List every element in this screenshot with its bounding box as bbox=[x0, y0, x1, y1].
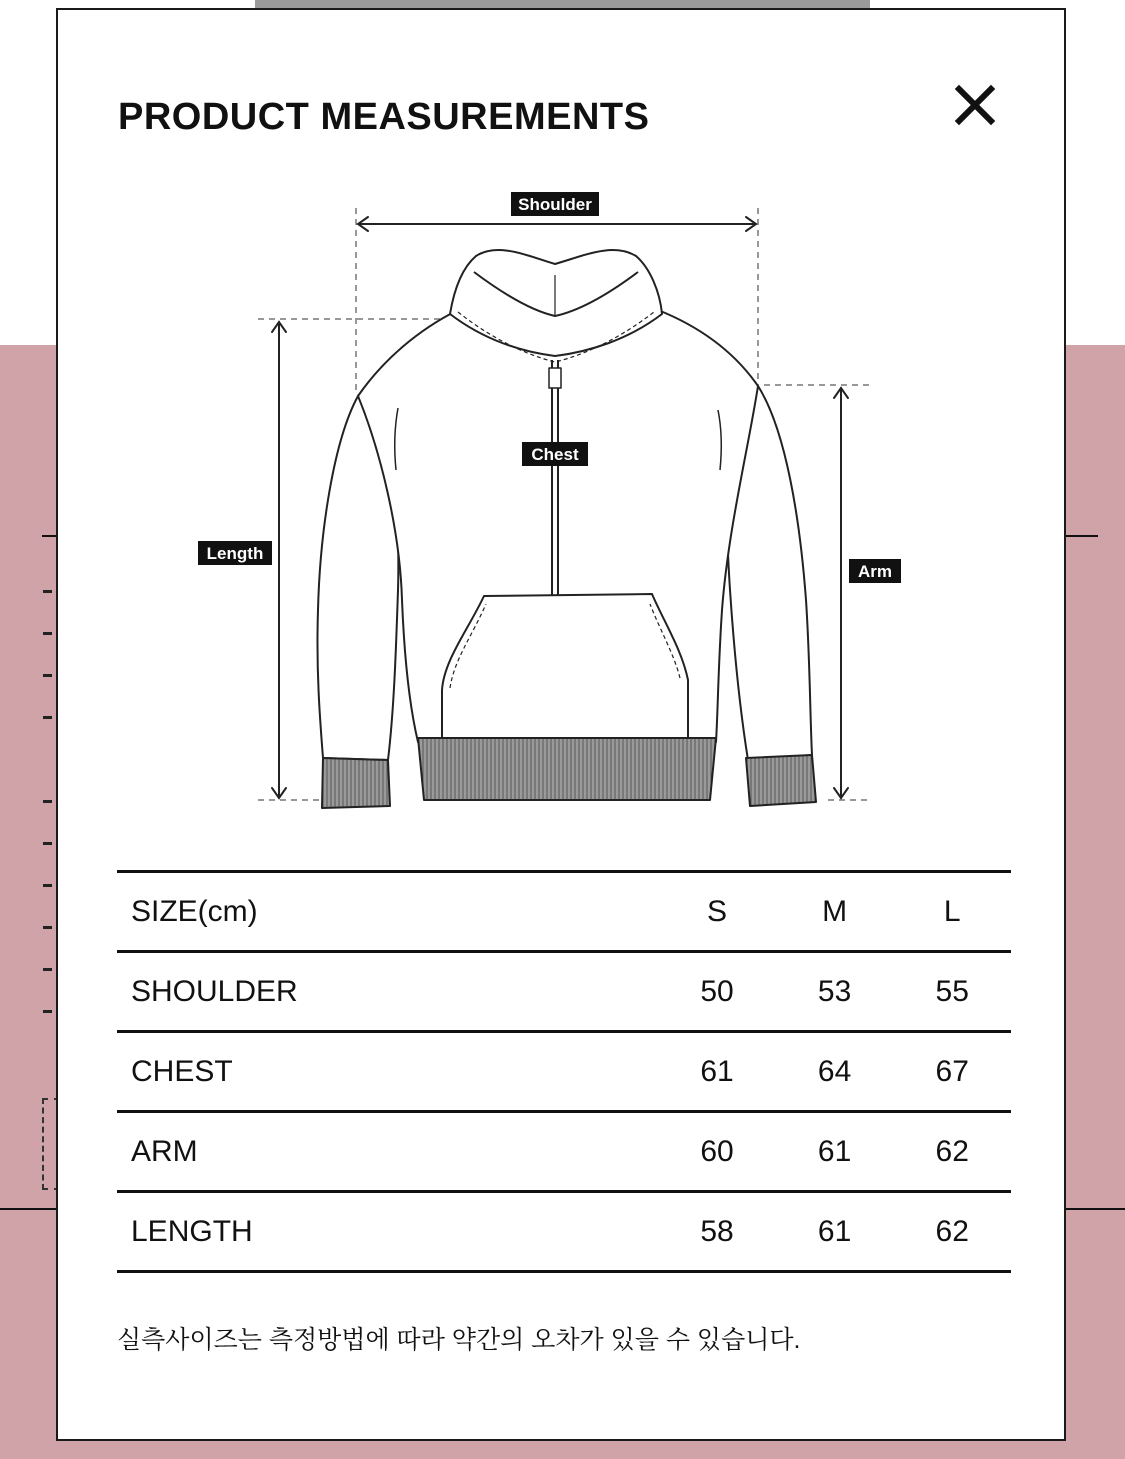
table-cell: 58 bbox=[658, 1192, 776, 1272]
measurement-note: 실측사이즈는 측정방법에 따라 약간의 오차가 있을 수 있습니다. bbox=[117, 1326, 801, 1354]
svg-text:Shoulder: Shoulder bbox=[518, 195, 592, 214]
table-cell: 67 bbox=[893, 1032, 1011, 1112]
table-row bbox=[117, 1032, 1011, 1112]
row-label: ARM bbox=[117, 1112, 658, 1192]
label-shoulder bbox=[511, 192, 599, 216]
background-bullet bbox=[43, 632, 52, 635]
background-bullet bbox=[43, 674, 52, 677]
background-divider bbox=[1066, 535, 1098, 537]
table-cell: 60 bbox=[658, 1112, 776, 1192]
size-table bbox=[117, 870, 1011, 1273]
hoodie-measurement-diagram bbox=[58, 10, 1068, 870]
background-bullet bbox=[43, 926, 52, 929]
background-bullet bbox=[43, 590, 52, 593]
label-length bbox=[198, 541, 272, 565]
background-bullet bbox=[43, 884, 52, 887]
background-bullet bbox=[43, 800, 52, 803]
background-bullet bbox=[43, 968, 52, 971]
background-divider bbox=[0, 1208, 60, 1210]
table-row bbox=[117, 1192, 1011, 1272]
table-cell: 53 bbox=[776, 952, 894, 1032]
svg-text:Chest: Chest bbox=[531, 445, 579, 464]
table-cell: 55 bbox=[893, 952, 1011, 1032]
background-divider bbox=[1066, 1208, 1125, 1210]
table-cell: 61 bbox=[658, 1032, 776, 1112]
modal-title: PRODUCT MEASUREMENTS bbox=[118, 96, 650, 138]
row-label: CHEST bbox=[117, 1032, 658, 1112]
background-bullet bbox=[43, 842, 52, 845]
background-bullet bbox=[43, 716, 52, 719]
svg-text:Length: Length bbox=[206, 544, 264, 563]
table-row bbox=[117, 952, 1011, 1032]
table-header-row bbox=[117, 872, 1011, 952]
table-cell: 61 bbox=[776, 1112, 894, 1192]
measurements-modal bbox=[56, 8, 1066, 1441]
table-cell: 64 bbox=[776, 1032, 894, 1112]
row-label: LENGTH bbox=[117, 1192, 658, 1272]
table-cell: 61 bbox=[776, 1192, 894, 1272]
table-header-cell: SIZE(cm) bbox=[117, 872, 658, 952]
svg-text:Arm: Arm bbox=[857, 562, 893, 581]
label-arm bbox=[849, 559, 901, 583]
label-chest bbox=[522, 442, 588, 466]
table-cell: 50 bbox=[658, 952, 776, 1032]
table-cell: 62 bbox=[893, 1192, 1011, 1272]
table-header-cell: M bbox=[776, 872, 894, 952]
table-header-cell: S bbox=[658, 872, 776, 952]
row-label: SHOULDER bbox=[117, 952, 658, 1032]
background-product-photo bbox=[255, 0, 870, 8]
table-row bbox=[117, 1112, 1011, 1192]
hoodie-illustration bbox=[317, 250, 816, 808]
table-cell: 62 bbox=[893, 1112, 1011, 1192]
table-header-cell: L bbox=[893, 872, 1011, 952]
background-bullet bbox=[43, 1010, 52, 1013]
